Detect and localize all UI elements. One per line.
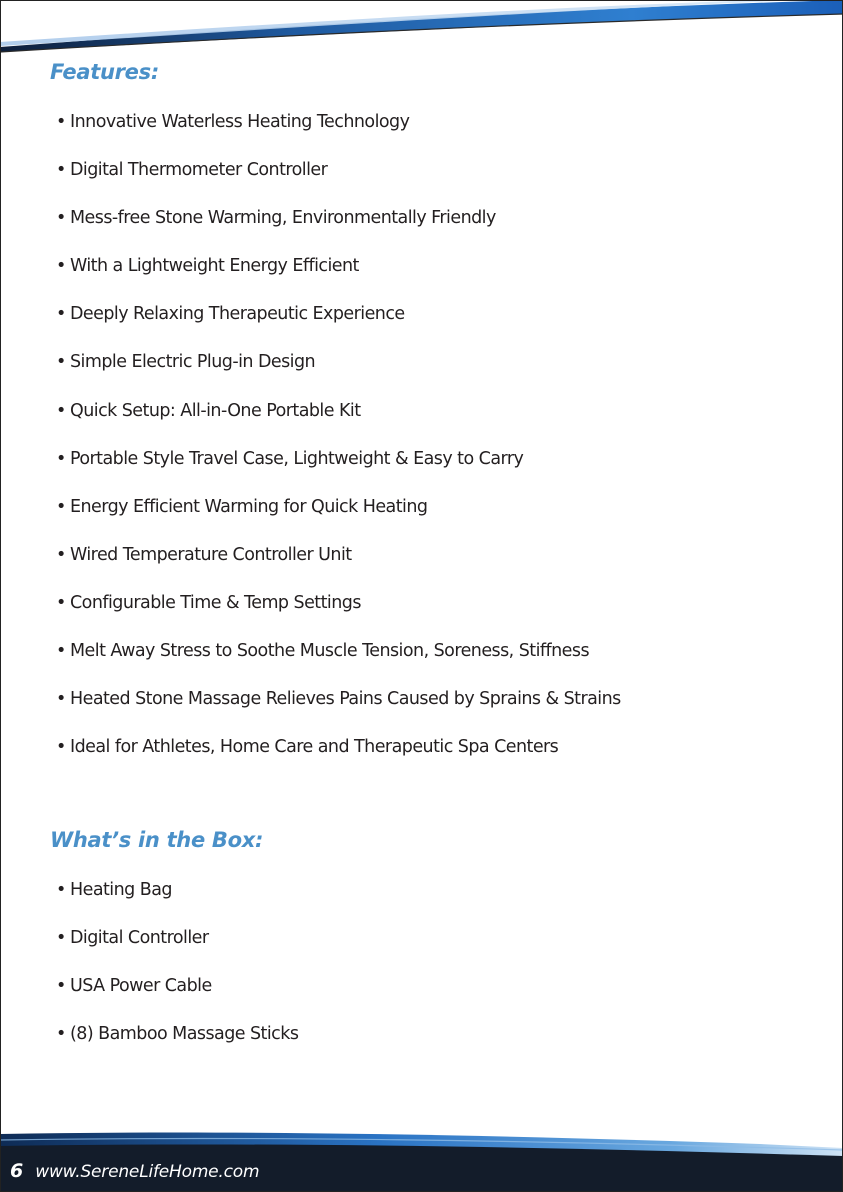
page-footer [10, 1160, 259, 1182]
bullet-icon: • [56, 737, 66, 758]
bullet-icon: • [56, 352, 66, 373]
box-item-text: USA Power Cable [70, 976, 212, 997]
list-item [56, 638, 621, 686]
list-item [56, 157, 621, 205]
list-item [56, 973, 298, 1021]
box-contents-list [56, 877, 298, 1069]
feature-text: Mess-free Stone Warming, Environmentally Friendly [70, 208, 496, 229]
whats-in-box-heading: What’s in the Box: [50, 828, 264, 852]
bullet-icon: • [56, 304, 66, 325]
bullet-icon: • [56, 641, 66, 662]
bullet-icon: • [56, 928, 66, 949]
bullet-icon: • [56, 400, 66, 421]
page-number: 6 [10, 1160, 24, 1182]
box-item-text: Digital Controller [70, 928, 209, 949]
list-item [56, 349, 621, 397]
feature-text: With a Lightweight Energy Efficient [70, 256, 359, 277]
box-item-text: (8) Bamboo Massage Sticks [70, 1024, 299, 1045]
bullet-icon: • [56, 1024, 66, 1045]
list-item [56, 877, 298, 925]
list-item [56, 590, 621, 638]
bullet-icon: • [56, 689, 66, 710]
bullet-icon: • [56, 496, 66, 517]
box-item-text: Heating Bag [70, 880, 172, 900]
bullet-icon: • [56, 448, 66, 469]
bullet-icon: • [56, 880, 66, 900]
feature-text: Portable Style Travel Case, Lightweight & Easy to Carry [70, 448, 524, 469]
bullet-icon: • [56, 976, 66, 997]
website-url: www.SereneLifeHome.com [35, 1162, 260, 1182]
feature-text: Simple Electric Plug-in Design [70, 352, 316, 373]
list-item [56, 301, 621, 349]
bullet-icon: • [56, 592, 66, 613]
features-heading: Features: [50, 60, 159, 84]
list-item [56, 253, 621, 301]
list-item [56, 109, 621, 157]
list-item [56, 686, 621, 734]
bullet-icon: • [56, 208, 66, 229]
list-item [56, 205, 621, 253]
feature-text: Deeply Relaxing Therapeutic Experience [70, 304, 405, 325]
list-item [56, 398, 621, 446]
bottom-swoosh-banner [0, 1126, 843, 1192]
list-item [56, 542, 621, 590]
top-swoosh-banner [0, 0, 843, 60]
list-item [56, 734, 621, 782]
list-item [56, 446, 621, 494]
features-list [56, 109, 621, 782]
bullet-icon: • [56, 160, 66, 181]
feature-text: Wired Temperature Controller Unit [70, 544, 352, 565]
feature-text: Innovative Waterless Heating Technology [70, 112, 410, 132]
feature-text: Configurable Time & Temp Settings [70, 592, 361, 613]
list-item [56, 494, 621, 542]
feature-text: Heated Stone Massage Relieves Pains Caused by Sprains & Strains [70, 689, 621, 710]
bullet-icon: • [56, 544, 66, 565]
list-item [56, 1021, 298, 1069]
bullet-icon: • [56, 112, 66, 132]
bullet-icon: • [56, 256, 66, 277]
feature-text: Quick Setup: All-in-One Portable Kit [70, 400, 361, 421]
feature-text: Melt Away Stress to Soothe Muscle Tension, Soreness, Stiffness [70, 641, 590, 662]
feature-text: Energy Efficient Warming for Quick Heating [70, 496, 428, 517]
feature-text: Ideal for Athletes, Home Care and Therapeutic Spa Centers [70, 737, 559, 758]
list-item [56, 925, 298, 973]
feature-text: Digital Thermometer Controller [70, 160, 328, 181]
